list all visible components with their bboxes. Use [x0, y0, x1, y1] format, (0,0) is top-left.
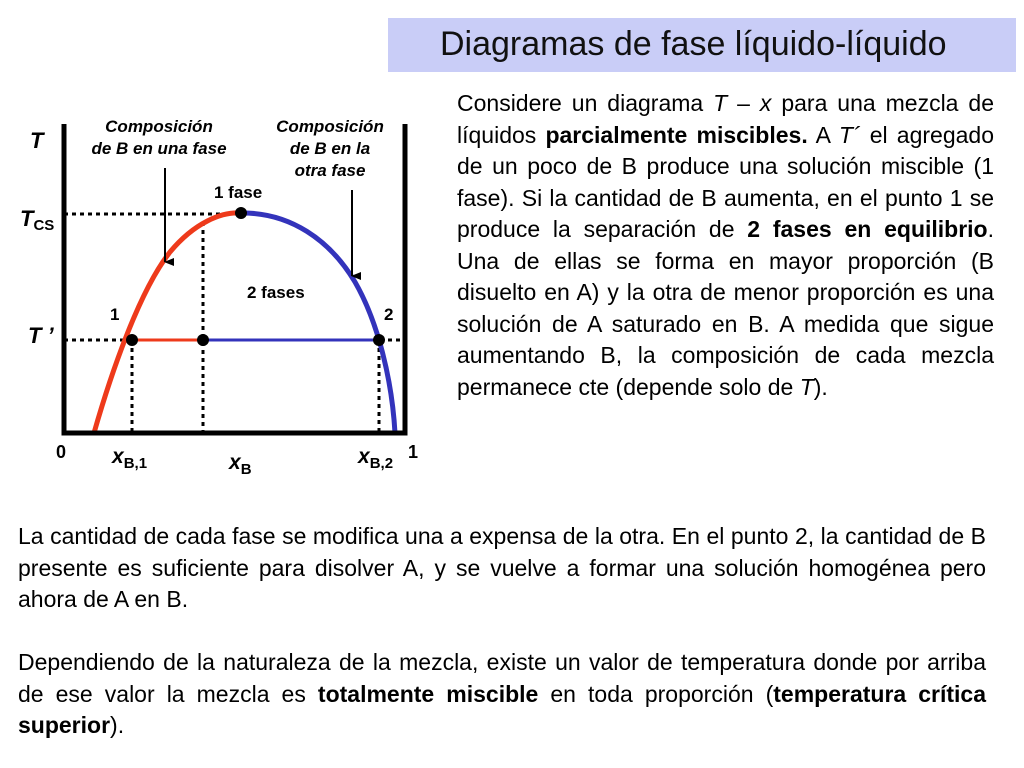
xb-sub: B	[240, 461, 252, 478]
ann-left-line2: de B en una fase	[91, 139, 227, 158]
intro-text: para una mezcla de líquidos	[457, 90, 995, 148]
intro-text: Considere un diagrama	[457, 90, 714, 116]
xb1-main: x	[112, 445, 124, 468]
point-mid	[197, 334, 209, 346]
page-title: Diagramas de fase líquido-líquido	[440, 25, 947, 63]
tcs-sub: CS	[33, 217, 55, 234]
p3-text: ).	[110, 712, 125, 738]
x-end-label: 1	[408, 442, 419, 462]
intro-bold-parcialmente: parcialmente miscibles.	[545, 121, 808, 148]
p3-bold-tcs: temperatura crítica superior	[18, 680, 987, 738]
label-2-fases: 2 fases	[247, 283, 305, 302]
xb2-label	[357, 445, 393, 472]
ann-right-line3: otra fase	[294, 161, 366, 180]
paragraph-2: La cantidad de cada fase se modifica una a expensa de la otra. En el punto 2, la cantidad de B presente es suficiente para disolver A, y se vuelve a formar una solución homogénea pero ahora de A en B.	[18, 523, 986, 612]
label-point-2: 2	[384, 305, 394, 324]
right-branch-curve	[240, 213, 395, 433]
xb-main: x	[229, 451, 241, 474]
origin-label: 0	[56, 442, 67, 462]
ann-right-line2: de B en la	[289, 139, 371, 158]
xb2-main: x	[358, 445, 370, 468]
point-2	[373, 334, 385, 346]
ann-left-line1: Composición	[105, 117, 213, 136]
p3-text: en toda proporción (	[538, 680, 774, 707]
intro-T2: T	[799, 373, 814, 400]
intro-text: . Una de ellas se forma en mayor proporción (B disuelto en A) y la otra de menor proporción es una solución de A saturado en B. A medida que sigue aumentando B, la composición de cada mezcla permanece cte (depende solo de	[457, 216, 994, 400]
y-axis-label: T	[30, 128, 44, 153]
p3-bold-miscible: totalmente miscible	[317, 680, 539, 707]
label-point-1: 1	[110, 305, 120, 324]
label-1-fase: 1 fase	[214, 183, 263, 202]
xb1-sub: B,1	[123, 455, 148, 472]
intro-bold-2fases: 2 fases en equilibrio	[747, 216, 988, 242]
tcs-label	[20, 206, 54, 234]
intro-x: x	[759, 90, 772, 116]
point-1	[126, 334, 138, 346]
intro-text: el agregado de un poco de B produce una solución miscible (1 fase). Si la cantidad de B aumenta, en el punto 1 se produce la separación de	[457, 121, 994, 242]
xb1-label	[111, 445, 147, 472]
intro-T: T	[713, 90, 728, 116]
xb2-sub: B,2	[369, 455, 394, 472]
intro-text: A	[807, 121, 839, 148]
p3-text: Dependiendo de la naturaleza de la mezcla, existe un valor de temperatura donde por arriba de ese valor la mezcla es	[18, 649, 986, 707]
intro-dash: –	[727, 90, 760, 116]
tcs-main: T	[20, 206, 34, 231]
intro-Tprime: T´	[838, 121, 861, 148]
x-axis-label	[228, 451, 252, 478]
ann-right-line1: Composición	[276, 117, 384, 136]
intro-text: ).	[813, 373, 828, 400]
tprime-label: T ’	[28, 323, 54, 348]
critical-point	[235, 207, 247, 219]
